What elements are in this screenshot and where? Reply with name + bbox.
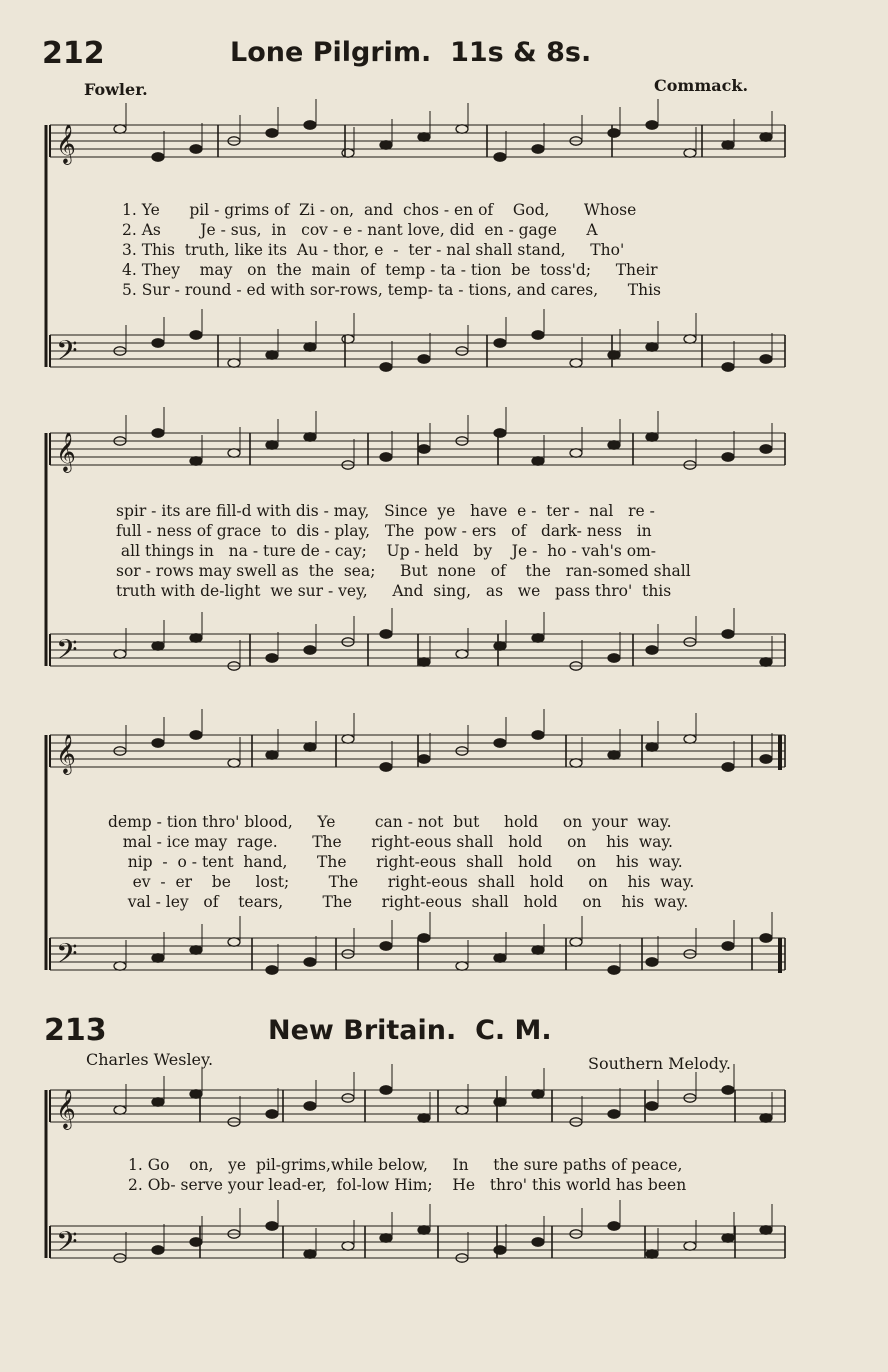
clef-icon: 𝄢 [56,334,78,373]
note-head [760,658,772,666]
note-head [646,343,658,351]
note-head [152,739,164,747]
note-head [380,363,392,371]
note-head [760,1226,772,1234]
note-head [570,938,582,946]
note-head [608,966,620,974]
note-head [266,441,278,449]
note-head [380,1234,392,1242]
note-head [570,359,582,367]
note-head [532,1090,544,1098]
note-head [532,634,544,642]
note-head [722,630,734,638]
note-head [570,759,582,767]
clef-icon: 𝄞 [56,432,76,471]
note-head [190,731,202,739]
note-head [456,962,468,970]
note-head [190,1090,202,1098]
note-head [646,121,658,129]
verse-line: ev - er be lost; The right-eous shall hold on his way. [108,873,695,891]
note-head [266,1222,278,1230]
verse-line: 2. As Je - sus, in cov - e - nant love, did en - gage A [122,221,598,239]
hymn-title-213 [268,1015,552,1046]
note-head [532,731,544,739]
note-head [418,755,430,763]
note-head [190,1238,202,1246]
note-head [646,646,658,654]
note-head [380,141,392,149]
lyrics-213 [128,1155,686,1195]
note-head [304,433,316,441]
note-head [152,954,164,962]
verse-line: 2. Ob- serve your lead-er, fol-low Him; He thro' this world has been [128,1176,687,1194]
verse-line: nip - o - tent hand, The right-eous shall hold on his way. [108,853,683,871]
note-head [684,149,696,157]
verse-line: demp - tion thro' blood, Ye can - not but hold on your way. [108,813,672,831]
note-head [114,1106,126,1114]
note-head [760,445,772,453]
note-head [152,429,164,437]
verse-line: full - ness of grace to dis - play, The pow - ers of dark- ness in [116,522,652,540]
note-head [342,335,354,343]
music-credit-213: Southern Melody. [588,1054,731,1073]
verse-line: 5. Sur - round - ed with sor-rows, temp- ta - tions, and cares, This [122,281,661,299]
note-head [684,1242,696,1250]
note-head [152,642,164,650]
verse-line: all things in na - ture de - cay; Up - held by Je - ho - vah's om- [116,542,656,560]
note-head [608,351,620,359]
note-head [190,946,202,954]
note-head [722,141,734,149]
verse-line: 1. Ye pil - grims of Zi - on, and chos - en of God, Whose [122,201,637,219]
note-head [646,1102,658,1110]
hymn-number: 213 [44,1013,107,1048]
verse-line: 1. Go on, ye pil-grims,while below, In the sure paths of peace, [128,1156,683,1174]
note-head [418,934,430,942]
note-head [418,658,430,666]
note-head [494,1098,506,1106]
note-head [722,1086,734,1094]
note-head [608,1222,620,1230]
note-head [266,1110,278,1118]
note-head [456,1106,468,1114]
note-head [304,1102,316,1110]
hymn-name: New Britain. [268,1015,457,1046]
note-head [608,654,620,662]
note-head [114,125,126,133]
clef-icon: 𝄢 [56,937,78,976]
clef-icon: 𝄞 [56,124,76,163]
verse-line: mal - ice may rage. The right-eous shall hold on his way. [108,833,673,851]
note-head [418,445,430,453]
note-head [760,755,772,763]
note-head [570,449,582,457]
hymn-meter: C. M. [475,1015,552,1046]
page-number: 212 [42,36,105,71]
note-head [494,153,506,161]
note-head [760,133,772,141]
note-head [304,958,316,966]
note-head [494,954,506,962]
note-head [722,453,734,461]
clef-icon: 𝄞 [56,734,76,773]
note-head [760,934,772,942]
note-head [684,735,696,743]
note-head [722,942,734,950]
verse-line: val - ley of tears, The right-eous shall hold on his way. [108,893,689,911]
verse-line: 3. This truth, like its Au - thor, e - ter - nal shall stand, Tho' [122,241,625,259]
note-head [266,351,278,359]
words-credit-213: Charles Wesley. [86,1050,214,1069]
verse-line: spir - its are fill-d with dis - may, Since ye have e - ter - nal re - [116,502,655,520]
note-head [380,1086,392,1094]
lyrics-system-2 [116,501,691,601]
note-head [608,1110,620,1118]
note-head [190,145,202,153]
note-head [152,153,164,161]
note-head [266,129,278,137]
note-head [608,129,620,137]
note-head [380,763,392,771]
note-head [228,759,240,767]
note-head [722,763,734,771]
note-head [190,331,202,339]
note-head [266,654,278,662]
note-head [266,966,278,974]
note-head [418,133,430,141]
note-head [418,355,430,363]
hymn-meter: 11s & 8s. [450,37,592,68]
note-head [190,634,202,642]
verse-line: sor - rows may swell as the sea; But none of the ran-somed shall [116,562,691,580]
note-head [532,1238,544,1246]
note-head [608,751,620,759]
note-head [494,429,506,437]
note-head [380,630,392,638]
clef-icon: 𝄢 [56,1225,78,1264]
hymn-name: Lone Pilgrim. [230,37,432,68]
note-head [722,1234,734,1242]
lyrics-system-3 [108,812,694,912]
note-head [304,343,316,351]
note-head [722,363,734,371]
note-head [380,453,392,461]
note-head [152,339,164,347]
note-head [228,449,240,457]
note-head [532,331,544,339]
note-head [760,355,772,363]
note-head [760,1114,772,1122]
note-head [494,642,506,650]
note-head [456,125,468,133]
note-head [494,739,506,747]
note-head [304,1250,316,1258]
note-head [646,433,658,441]
clef-icon: 𝄞 [56,1089,76,1128]
note-head [494,339,506,347]
note-head [532,145,544,153]
note-head [418,1114,430,1122]
note-head [532,946,544,954]
music-credit: Commack. [654,76,749,95]
note-head [456,650,468,658]
note-head [114,650,126,658]
verse-line: 4. They may on the main of temp - ta - tion be toss'd; Their [122,261,658,279]
note-head [646,958,658,966]
note-head [228,359,240,367]
note-head [646,743,658,751]
note-head [190,457,202,465]
note-head [304,121,316,129]
note-head [646,1250,658,1258]
note-head [152,1246,164,1254]
note-head [266,751,278,759]
note-head [342,149,354,157]
clef-icon: 𝄢 [56,633,78,672]
note-head [342,735,354,743]
note-head [304,646,316,654]
words-credit: Fowler. [84,80,148,99]
verse-line: truth with de-light we sur - vey, And sing, as we pass thro' this [116,582,672,600]
note-head [494,1246,506,1254]
note-head [152,1098,164,1106]
note-head [418,1226,430,1234]
lyrics-system-1 [122,200,661,300]
note-head [304,743,316,751]
note-head [380,942,392,950]
note-head [114,962,126,970]
note-head [342,1242,354,1250]
note-head [684,335,696,343]
note-head [608,441,620,449]
note-head [228,938,240,946]
note-head [532,457,544,465]
